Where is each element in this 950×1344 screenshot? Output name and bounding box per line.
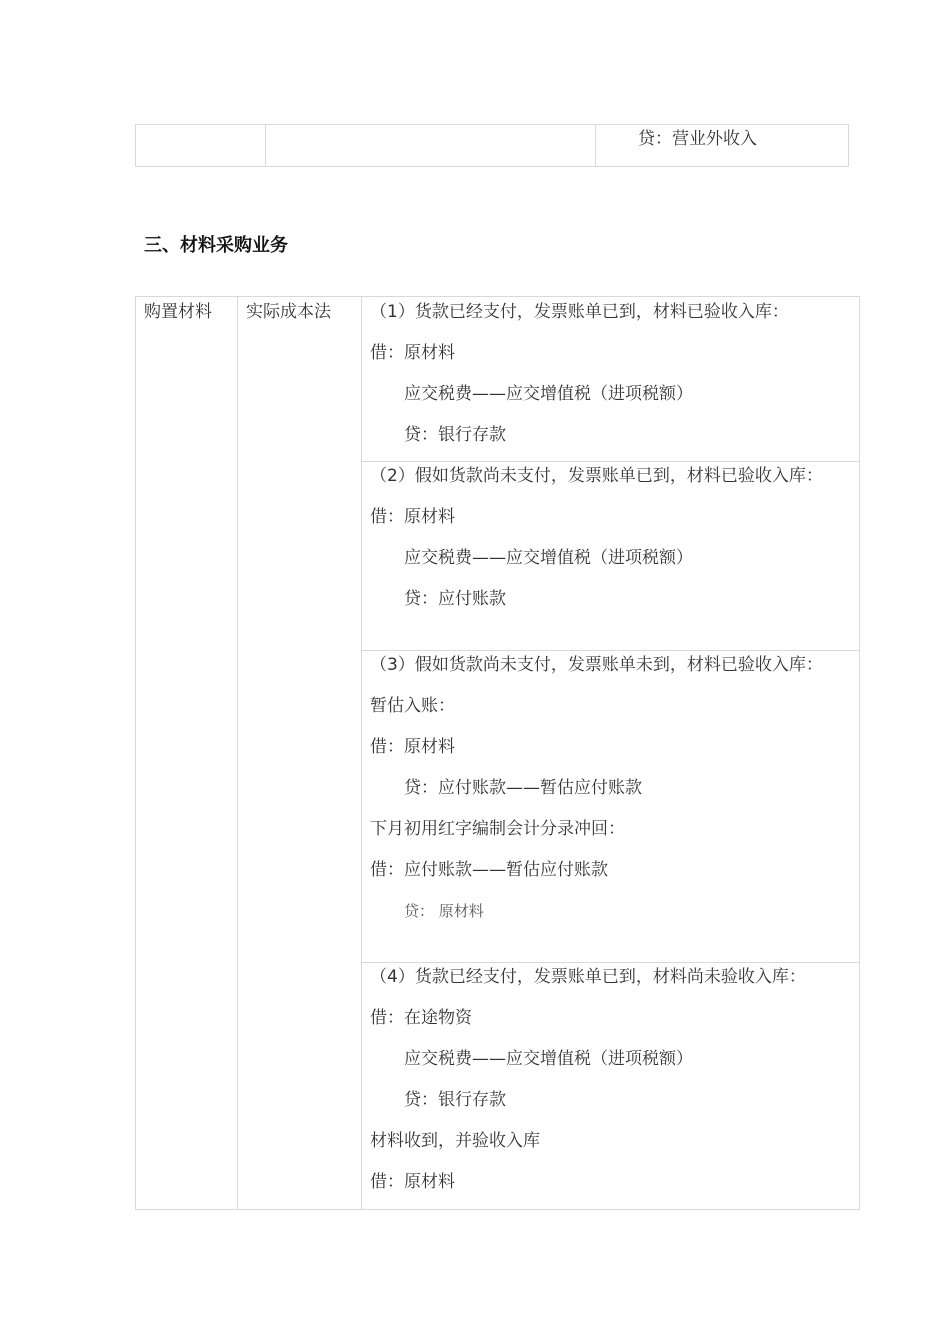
entry-line: 暂估入账： [370,696,455,716]
entry-line: 贷： 原材料 [404,902,484,920]
entry-line: 借：原材料 [370,343,455,363]
entry-title: （2）假如货款尚未支付，发票账单已到，材料已验收入库： [370,466,823,486]
entry-line: 应交税费——应交增值税（进项税额） [404,384,693,404]
entry-line: 借：原材料 [370,1172,455,1192]
entry-cell-2 [362,462,860,651]
table-row [136,297,860,462]
entry-title: （4）货款已经支付，发票账单已到，材料尚未验收入库： [370,967,806,987]
entry-line: 贷：应付账款——暂估应付账款 [404,778,642,798]
entry-line: 贷：银行存款 [404,1090,506,1110]
entry-title: （1）货款已经支付，发票账单已到，材料已验收入库： [370,302,789,322]
entry-line: 应交税费——应交增值税（进项税额） [404,1049,693,1069]
entry-line: 贷：银行存款 [404,425,506,445]
credit-line-nonoperating-income: 贷：营业外收入 [638,129,757,149]
entry-line: 下月初用红字编制会计分录冲回： [370,819,625,839]
entry-line: 借：原材料 [370,507,455,527]
material-purchase-table [135,296,860,1210]
entry-line: 借：在途物资 [370,1008,472,1028]
entry-line: 借：原材料 [370,737,455,757]
category-cell: 购置材料 [136,297,238,1210]
entry-line: 应交税费——应交增值税（进项税额） [404,548,693,568]
table-cell [136,125,266,167]
method-cell: 实际成本法 [238,297,362,1210]
entry-cell-4 [362,963,860,1210]
entry-title: （3）假如货款尚未支付，发票账单未到，材料已验收入库： [370,655,823,675]
entry-line: 贷：应付账款 [404,589,506,609]
top-table-fragment [135,124,849,167]
entry-line: 借：应付账款——暂估应付账款 [370,860,608,880]
entry-cell-1 [362,297,860,462]
table-cell [266,125,596,167]
table-row [136,125,849,167]
entry-line: 材料收到，并验收入库 [370,1131,540,1151]
entry-cell-3 [362,651,860,963]
table-cell [596,125,849,167]
section-heading: 三、材料采购业务 [144,235,288,256]
